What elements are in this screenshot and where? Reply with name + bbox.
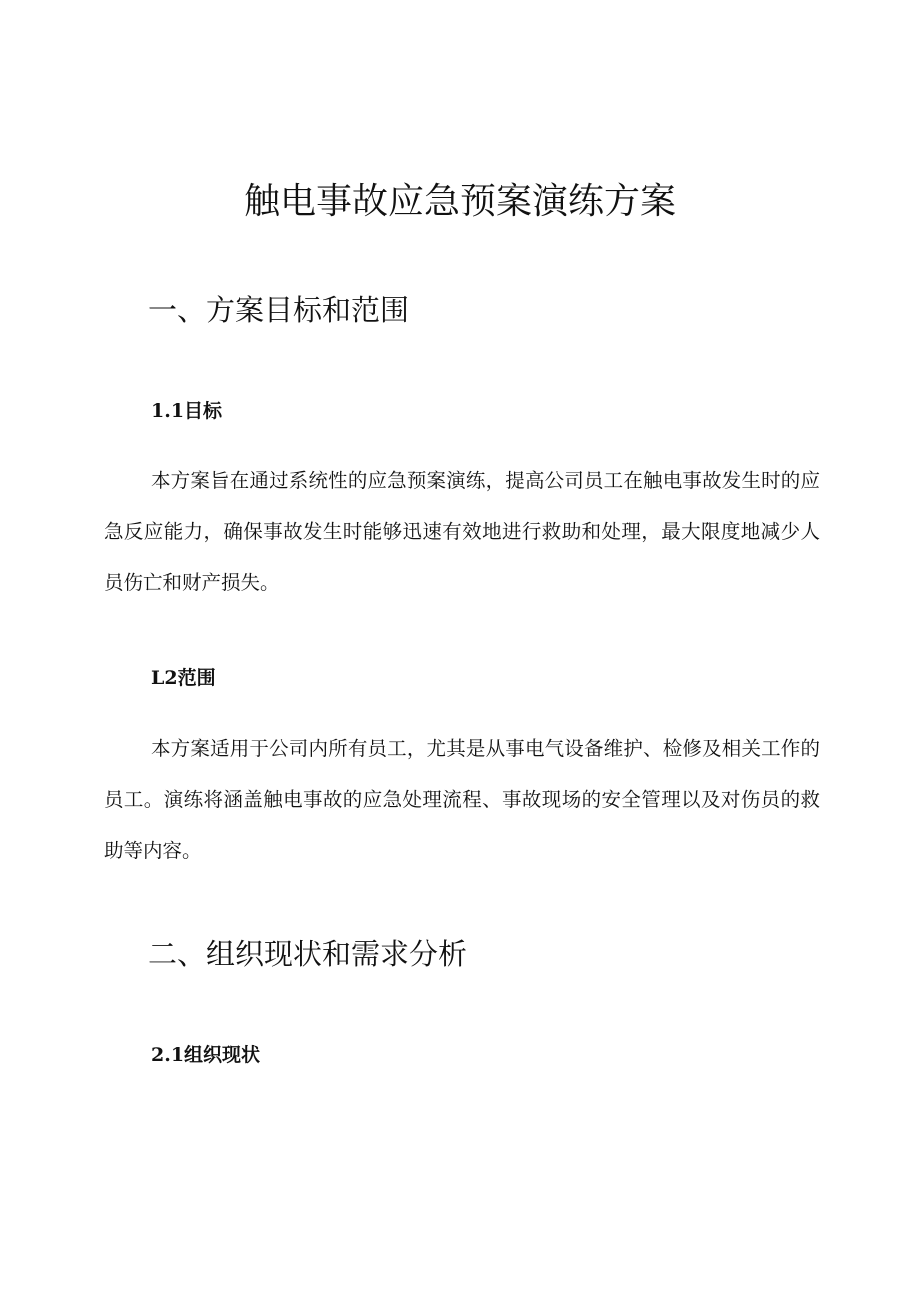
subsection-heading-2-1: 2.1组织现状	[151, 1044, 261, 1066]
section-heading-1: 一、方案目标和范围	[148, 293, 410, 327]
paragraph-scope: 本方案适用于公司内所有员工，尤其是从事电气设备维护、检修及相关工作的员工。演练将涵盖触电事故的应急处理流程、事故现场的安全管理以及对伤员的救助等内容。	[104, 737, 820, 862]
subsection-heading-1-1: 1.1目标	[151, 400, 223, 422]
section-heading-2: 二、组织现状和需求分析	[148, 937, 468, 971]
paragraph-goal: 本方案旨在通过系统性的应急预案演练，提高公司员工在触电事故发生时的应急反应能力，确保事故发生时能够迅速有效地进行救助和处理，最大限度地减少人员伤亡和财产损失。	[104, 469, 820, 594]
subsection-heading-1-2: L2范围	[151, 667, 216, 689]
document-title: 触电事故应急预案演练方案	[243, 181, 676, 222]
